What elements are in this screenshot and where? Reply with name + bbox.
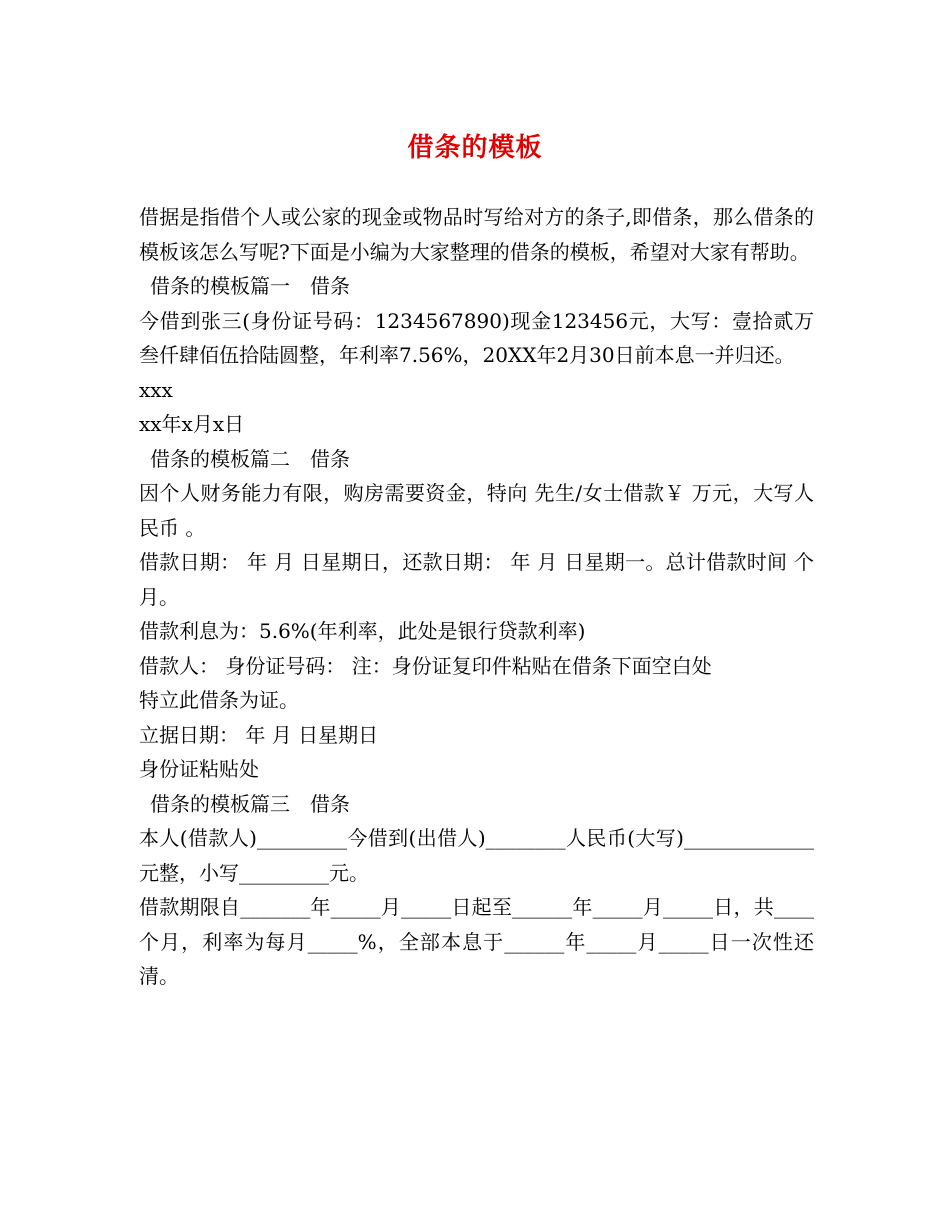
section-1-body: 今借到张三(身份证号码：1234567890)现金123456元，大写：壹拾贰万叁仟肆佰伍拾陆圆整，年利率7.56%，20XX年2月30日前本息一并归还。	[139, 308, 814, 367]
document-title: 借条的模板	[407, 133, 543, 163]
document-body	[139, 200, 814, 994]
section-2-reason: 因个人财务能力有限，购房需要资金，特向 先生/女士借款￥ 万元，大写人民币 。	[139, 481, 814, 540]
section-heading-3: 借条的模板篇三 借条	[150, 791, 350, 816]
section-1-signature: xxx	[139, 377, 173, 402]
section-1-date: xx年x月x日	[139, 412, 245, 436]
section-2-borrower: 借款人： 身份证号码： 注：身份证复印件粘贴在借条下面空白处	[139, 653, 712, 678]
section-2-issue-date: 立据日期： 年 月 日星期日	[139, 722, 379, 747]
section-3-term: 借款期限自_______年_____月_____日起至______年_____月_____日，共____个月，利率为每月_____%，全部本息于______年_____月_____日一次性还清。	[139, 895, 814, 988]
section-2-dates: 借款日期： 年 月 日星期日，还款日期： 年 月 日星期一。总计借款时间 个月。	[139, 550, 814, 609]
section-3-amount: 本人(借款人)_________今借到(出借人)________人民币(大写)_____________元整，小写_________元。	[139, 826, 814, 885]
section-2-proof: 特立此借条为证。	[139, 688, 299, 712]
intro-paragraph: 借据是指借个人或公家的现金或物品时写给对方的条子,即借条，那么借条的模板该怎么写呢?下面是小编为大家整理的借条的模板，希望对大家有帮助。	[139, 205, 814, 264]
section-2-id-paste: 身份证粘贴处	[139, 757, 259, 781]
section-heading-2: 借条的模板篇二 借条	[150, 446, 350, 471]
section-heading-1: 借条的模板篇一 借条	[150, 274, 350, 298]
section-2-interest: 借款利息为：5.6%(年利率，此处是银行贷款利率)	[139, 619, 586, 643]
